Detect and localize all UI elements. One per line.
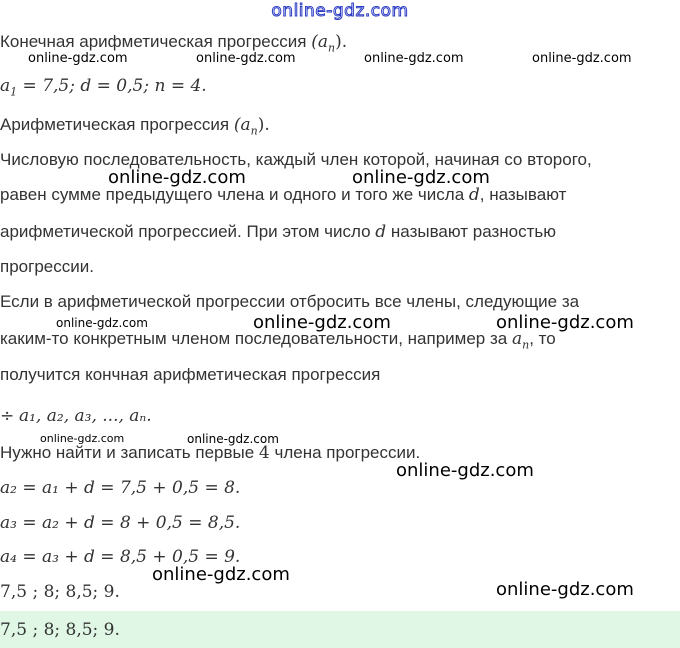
watermark: online-gdz.com <box>187 432 279 446</box>
task-line <box>0 443 420 463</box>
answer-box <box>0 611 680 648</box>
definition-title-math <box>233 115 270 138</box>
watermark: online-gdz.com <box>396 460 534 481</box>
definition-title <box>0 115 270 137</box>
given-a: a <box>0 76 11 96</box>
watermark: online-gdz.com <box>108 167 246 188</box>
watermark: online-gdz.com <box>56 316 148 330</box>
watermark: online-gdz.com <box>28 51 128 66</box>
answer-text: 7,5 ; 8; 8,5; 9. <box>0 620 120 640</box>
result-line: 7,5 ; 8; 8,5; 9. <box>0 582 120 602</box>
definition-title-math-a: (a <box>233 115 251 135</box>
definition-line-2 <box>0 185 566 205</box>
intro-math-a: (a <box>311 32 328 52</box>
given-rest: = 7,5; d = 0,5; n = 4. <box>17 76 207 96</box>
finite-line-2-b: , то <box>529 329 556 348</box>
intro-text: Конечная арифметическая прогрессия <box>0 32 307 51</box>
definition-line-3-b: называют разностью <box>390 222 557 241</box>
definition-line-3 <box>0 222 556 242</box>
task-number: 4 <box>258 443 270 463</box>
watermark: online-gdz.com <box>352 167 490 188</box>
finite-line-1: Если в арифметической прогрессии отбросить все члены, следующие за <box>0 292 580 311</box>
finite-line-2-a: каким-то конкретным членом последовательности, например за <box>0 329 508 348</box>
task-text-b: члена прогрессии. <box>274 443 421 462</box>
site-header-logo[interactable]: online-gdz.com <box>271 1 409 21</box>
definition-line-2-b: , называют <box>479 185 567 204</box>
definition-title-math-sub: n <box>250 124 258 138</box>
definition-title-math-close: ). <box>257 115 270 135</box>
definition-line-4: прогрессии. <box>0 257 94 276</box>
intro-math <box>311 32 348 55</box>
sequence-symbol: ÷ <box>0 406 15 426</box>
definition-line-1: Числовую последовательность, каждый член которой, начиная со второго, <box>0 150 592 169</box>
watermark: online-gdz.com <box>40 432 125 445</box>
definition-line-2-a: равен сумме предыдущего члена и одного и того же числа <box>0 185 465 204</box>
definition-line-2-d: d <box>468 185 480 205</box>
intro-math-close: ). <box>335 32 348 52</box>
given-sub: 1 <box>10 85 18 99</box>
task-text-a: Нужно найти и записать первые <box>0 443 255 462</box>
sequence-line <box>0 406 152 426</box>
definition-title-text: Арифметическая прогрессия <box>0 115 230 134</box>
watermark: online-gdz.com <box>496 312 634 333</box>
given-line <box>0 76 207 98</box>
calc-line-2: a₃ = a₂ + d = 8 + 0,5 = 8,5. <box>0 513 241 533</box>
watermark: online-gdz.com <box>152 564 290 585</box>
finite-line-2-math-a: a <box>511 329 523 349</box>
finite-line-3: получится кончная арифметическая прогрессия <box>0 365 381 384</box>
watermark: online-gdz.com <box>496 579 634 600</box>
watermark: online-gdz.com <box>253 312 391 333</box>
intro-math-sub: n <box>327 41 336 55</box>
definition-line-3-d: d <box>375 222 387 242</box>
watermark: online-gdz.com <box>196 51 296 66</box>
watermark: online-gdz.com <box>532 51 632 66</box>
calc-line-1: a₂ = a₁ + d = 7,5 + 0,5 = 8. <box>0 478 241 498</box>
definition-line-3-a: арифметической прогрессией. При этом число <box>0 222 371 241</box>
finite-line-2-math-sub: n <box>522 338 530 352</box>
watermark: online-gdz.com <box>364 51 464 66</box>
sequence-text: a₁, a₂, a₃, ..., aₙ. <box>18 406 152 426</box>
calc-line-3: a₄ = a₃ + d = 8,5 + 0,5 = 9. <box>0 547 241 567</box>
